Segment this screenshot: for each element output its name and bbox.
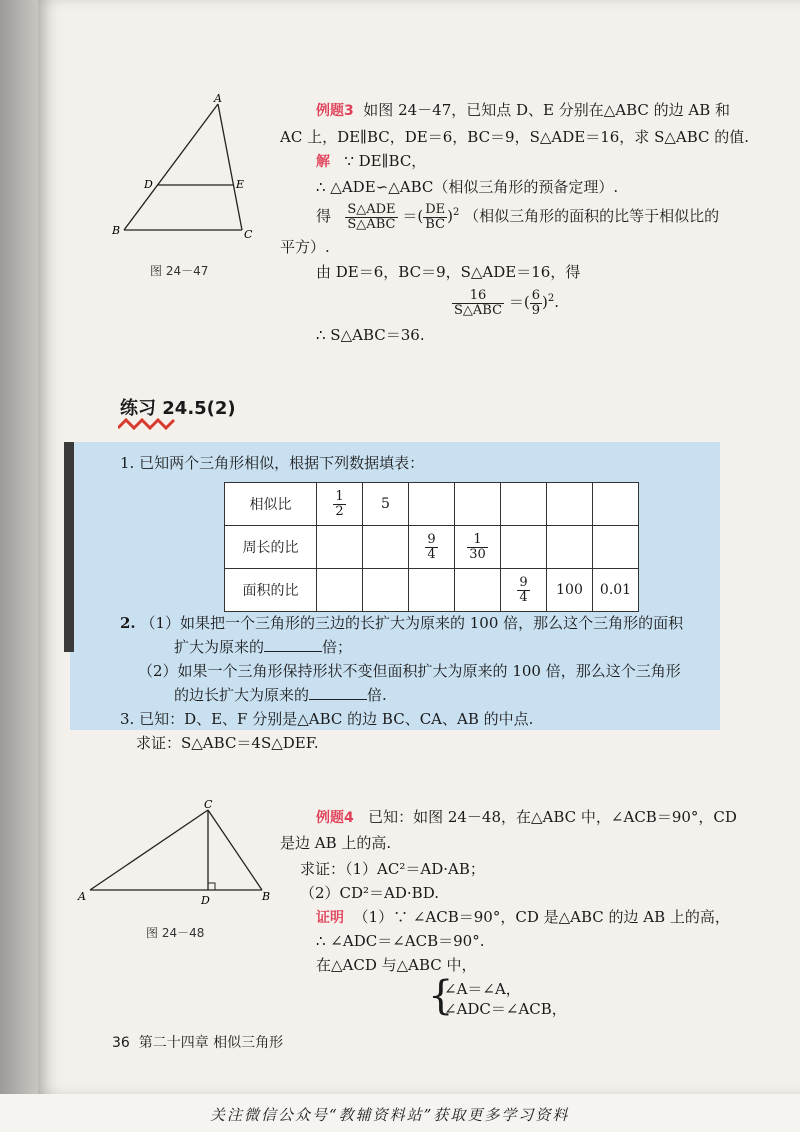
cell-fraction-numerator: 9 xyxy=(427,531,436,547)
figure-24-48 xyxy=(76,798,276,908)
example3-heading xyxy=(316,99,730,122)
cell-fraction-denominator: 2 xyxy=(335,503,344,519)
point48-label-d: D xyxy=(201,894,210,907)
page-footer xyxy=(112,1032,283,1054)
exercise-q2a-line1: （1）如果把一个三角形的三边的长扩大为原来的 100 倍，那么这个三角形的面积 xyxy=(140,614,684,632)
numeric-side-fraction xyxy=(530,289,542,318)
exercise-q2b-line1: （2）如果一个三角形保持形状不变但面积扩大为原来的 100 倍，那么这个三角形 xyxy=(138,662,681,680)
prove-label: 求证： xyxy=(300,860,346,878)
cell-fraction xyxy=(425,533,437,562)
answer-blank-1[interactable] xyxy=(264,638,322,652)
exercise-q3-line2: 求证：S△ABC＝4S△DEF. xyxy=(136,734,319,752)
solution-step-1: ∵ DE∥BC， xyxy=(344,152,427,170)
example4-label: 例题4 xyxy=(316,810,354,826)
table-cell: 0.01 xyxy=(593,569,639,612)
example3-line1: 如图 24－47，已知点 D、E 分别在△ABC 的边 AB 和 xyxy=(363,101,731,119)
table-cell[interactable] xyxy=(547,483,593,526)
side-ratio-denominator: BC xyxy=(425,216,446,232)
similarity-table xyxy=(224,482,639,612)
exercise-q2a-line2 xyxy=(174,636,352,658)
table-cell[interactable] xyxy=(363,569,409,612)
proof-step-1: （1）∵ ∠ACB＝90°，CD 是△ABC 的边 AB 上的高， xyxy=(353,908,730,926)
square-exponent-2: 2 xyxy=(547,293,555,304)
solution-step-7: ∴ S△ABC＝36. xyxy=(316,326,425,344)
exercise-title: 练习 24.5(2) xyxy=(120,398,236,419)
point48-label-c: C xyxy=(204,798,213,811)
example4-proof-1 xyxy=(316,906,730,929)
figure-24-47 xyxy=(110,92,270,242)
table-cell[interactable] xyxy=(593,483,639,526)
table-cell xyxy=(455,526,501,569)
solution-step-3: 得 $\frac{\text{S△ADE}}{\text{S△ABC}}$ ＝( $\frac{DE}{BC}$ )$^2$ （相似三角形的面积的比等于相似比的 xyxy=(316,201,720,232)
answer-blank-2[interactable] xyxy=(309,686,367,700)
triangle48-side-bc xyxy=(208,810,262,890)
numeric-side-denominator: 9 xyxy=(531,302,540,318)
table-row xyxy=(225,526,639,569)
prove-item-1: （1）AC²＝AD·AB； xyxy=(345,860,485,878)
table-cell xyxy=(317,483,363,526)
cell-fraction-numerator: 9 xyxy=(519,574,528,590)
point-label-b: B xyxy=(112,224,121,237)
proof-step-5: ∠ADC＝∠ACB， xyxy=(444,1000,567,1018)
table-cell[interactable] xyxy=(547,526,593,569)
proof-step-2: ∴ ∠ADC＝∠ACB＝90°. xyxy=(316,932,485,950)
solution-label: 解 xyxy=(316,154,330,170)
proof-step-3: 在△ACD 与△ABC 中， xyxy=(316,956,477,974)
cell-fraction-denominator: 4 xyxy=(427,546,436,562)
table-cell: 5 xyxy=(363,483,409,526)
numeric-area-fraction xyxy=(452,289,504,318)
area-ratio-fraction xyxy=(345,203,397,232)
example4-heading xyxy=(316,806,737,829)
table-cell[interactable] xyxy=(409,483,455,526)
triangle-side-ac xyxy=(218,104,245,230)
solution-step-3-reason: （相似三角形的面积的比等于相似比的 xyxy=(464,207,720,225)
table-cell xyxy=(501,569,547,612)
similarity-table-body xyxy=(225,483,639,612)
figure-caption-24-48: 图 24－48 xyxy=(146,926,205,940)
cell-fraction xyxy=(517,576,529,605)
equals-sign-2: ＝ xyxy=(508,293,524,311)
point-label-d: D xyxy=(144,178,153,191)
prove-item-2: （2）CD²＝AD·BD. xyxy=(300,884,439,902)
exercise-q2b-line2 xyxy=(174,684,387,706)
side-ratio-fraction xyxy=(423,203,447,232)
table-cell[interactable] xyxy=(501,483,547,526)
equals-sign: ＝ xyxy=(402,207,418,225)
numeric-area-denominator: S△ABC xyxy=(454,302,503,318)
table-cell[interactable] xyxy=(317,526,363,569)
example4-line1: 已知：如图 24－48，在△ABC 中，∠ACB＝90°，CD xyxy=(368,808,737,826)
book-spine-shadow xyxy=(0,0,38,1094)
table-cell[interactable] xyxy=(317,569,363,612)
zigzag-decoration-icon xyxy=(118,418,178,432)
point48-label-a: A xyxy=(78,890,86,903)
solution-step-5: 由 DE＝6，BC＝9，S△ADE＝16，得 xyxy=(316,263,581,281)
watermark-text: 关注微信公众号“教辅资料站”获取更多学习资料 xyxy=(210,1106,570,1124)
table-cell[interactable] xyxy=(501,526,547,569)
area-ratio-numerator: S△ADE xyxy=(347,201,396,217)
solution-step-4: 平方）. xyxy=(280,238,330,256)
triangle-side-ab xyxy=(124,104,218,230)
exercise-q2b-line2-suffix: 倍. xyxy=(367,686,387,704)
exercise-q2a-line2-prefix: 扩大为原来的 xyxy=(174,638,265,656)
table-row-header: 面积的比 xyxy=(225,569,317,612)
triangle48-side-ac xyxy=(90,810,208,890)
numeric-area-numerator: 16 xyxy=(452,289,504,304)
brace-symbol: { xyxy=(428,973,454,1019)
solution-step-3-prefix: 得 xyxy=(316,207,332,225)
cell-fraction-numerator: 1 xyxy=(335,488,344,504)
table-cell[interactable] xyxy=(409,569,455,612)
table-cell: 100 xyxy=(547,569,593,612)
point-label-c: C xyxy=(244,228,253,241)
page-number: 36 xyxy=(112,1035,130,1051)
table-row-header: 相似比 xyxy=(225,483,317,526)
example4-prove xyxy=(300,858,485,880)
cell-fraction xyxy=(333,490,345,519)
solution-step-6: $\frac{16}{\text{S△ABC}}$ ＝( $\frac{6}{9}$ )$^2$. xyxy=(454,287,559,318)
chapter-title: 第二十四章 相似三角形 xyxy=(138,1035,284,1051)
right-angle-mark xyxy=(208,883,215,890)
table-cell xyxy=(409,526,455,569)
example3-label: 例题3 xyxy=(316,103,354,119)
solution-step-2: ∴ △ADE∽△ABC（相似三角形的预备定理）. xyxy=(316,178,619,196)
point-label-e: E xyxy=(236,178,245,191)
period: . xyxy=(554,293,559,311)
area-ratio-denominator: S△ABC xyxy=(347,216,396,232)
exercise-q3-line1: 3. 已知：D、E、F 分别是△ABC 的边 BC、CA、AB 的中点. xyxy=(120,710,534,728)
exercise-q2b-line2-prefix: 的边长扩大为原来的 xyxy=(174,686,310,704)
point-label-a: A xyxy=(214,92,222,105)
proof-label: 证明 xyxy=(316,910,344,926)
cell-fraction-denominator: 30 xyxy=(469,546,486,562)
numeric-side-numerator: 6 xyxy=(531,287,540,303)
exercise-q2a-line2-suffix: 倍； xyxy=(322,638,353,656)
table-cell[interactable] xyxy=(455,569,501,612)
side-ratio-numerator: DE xyxy=(425,201,446,217)
point48-label-b: B xyxy=(262,890,271,903)
example3-solution-1 xyxy=(316,150,426,173)
example3-line2: AC 上，DE∥BC，DE＝6，BC＝9，S△ADE＝16，求 S△ABC 的值. xyxy=(280,128,750,146)
cell-fraction-numerator: 1 xyxy=(467,533,488,548)
exercise-q2-number: 2. xyxy=(120,614,136,632)
example4-line2: 是边 AB 上的高. xyxy=(280,834,392,852)
square-exponent: 2 xyxy=(452,207,460,218)
table-row xyxy=(225,569,639,612)
exercise-q2-part1 xyxy=(120,612,683,634)
cell-fraction-denominator: 4 xyxy=(519,589,528,605)
table-row xyxy=(225,483,639,526)
figure-caption-24-47: 图 24－47 xyxy=(150,264,209,278)
table-cell[interactable] xyxy=(363,526,409,569)
proof-step-4: ∠A＝∠A， xyxy=(444,980,521,998)
exercise-q1: 1. 已知两个三角形相似，根据下列数据填表： xyxy=(120,454,425,472)
table-cell[interactable] xyxy=(593,526,639,569)
cell-fraction xyxy=(467,533,488,562)
table-cell[interactable] xyxy=(455,483,501,526)
table-row-header: 周长的比 xyxy=(225,526,317,569)
